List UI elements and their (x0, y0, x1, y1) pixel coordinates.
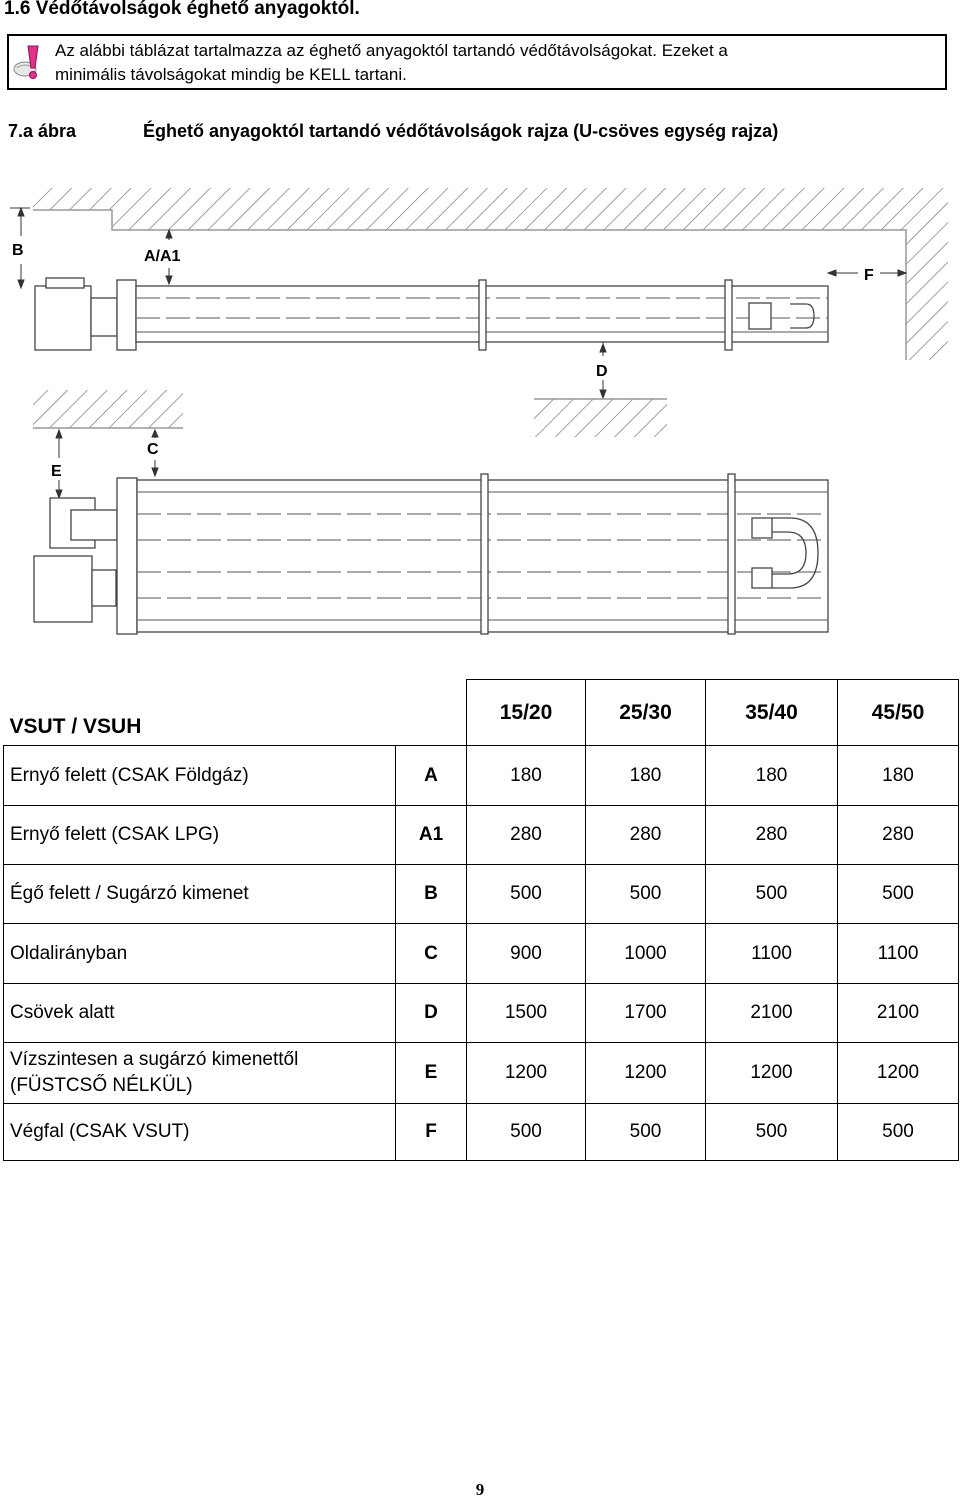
cell-value: 1200 (467, 1043, 586, 1104)
cell-value: 2100 (706, 984, 838, 1043)
cell-value: 500 (838, 865, 959, 924)
page-number: 9 (475, 1480, 485, 1499)
row-label: Ernyő felett (CSAK LPG) (4, 806, 396, 865)
cell-value: 500 (586, 1104, 706, 1161)
row-code: F (396, 1104, 467, 1161)
figure-caption: Éghető anyagoktól tartandó védőtávolságok rajza (U-csöves egység rajza) (143, 121, 779, 141)
table-row (4, 1043, 959, 1104)
row-label: Ernyő felett (CSAK Földgáz) (4, 746, 396, 806)
label-f: F (864, 267, 874, 284)
table-header-row (4, 680, 959, 746)
table-row (4, 924, 959, 984)
cell-value: 280 (706, 806, 838, 865)
warning-exclamation-icon (11, 42, 49, 82)
column-header: 25/30 (586, 680, 706, 746)
cell-value: 500 (838, 1104, 959, 1161)
row-code: A1 (396, 806, 467, 865)
model-label: VSUT / VSUH (9, 715, 142, 738)
label-c: C (147, 441, 159, 458)
cell-value: 1700 (586, 984, 706, 1043)
figure-number: 7.a ábra (8, 121, 77, 141)
cell-value: 180 (838, 746, 959, 806)
section-heading: 1.6 Védőtávolságok éghető anyagoktól. (4, 0, 360, 19)
row-label: Csövek alatt (4, 984, 396, 1043)
cell-value: 1000 (586, 924, 706, 984)
cell-value: 280 (586, 806, 706, 865)
row-code: C (396, 924, 467, 984)
column-header: 15/20 (467, 680, 586, 746)
label-d: D (596, 363, 608, 380)
cell-value: 180 (467, 746, 586, 806)
cell-value: 500 (706, 1104, 838, 1161)
row-label-line-2: (FÜSTCSŐ NÉLKÜL) (10, 1075, 193, 1096)
label-b: B (12, 242, 24, 259)
cell-value: 1200 (706, 1043, 838, 1104)
heater-unit-bottom (34, 474, 828, 634)
table-row (4, 984, 959, 1043)
cell-value: 1500 (467, 984, 586, 1043)
distance-table (3, 679, 959, 1161)
cell-value: 180 (706, 746, 838, 806)
label-e: E (51, 463, 62, 480)
cell-value: 1200 (838, 1043, 959, 1104)
cell-value: 500 (586, 865, 706, 924)
column-header: 35/40 (706, 680, 838, 746)
cell-value: 900 (467, 924, 586, 984)
table-row (4, 746, 959, 806)
row-code: E (396, 1043, 467, 1104)
column-header: 45/50 (838, 680, 959, 746)
row-code: A (396, 746, 467, 806)
row-code: B (396, 865, 467, 924)
cell-value: 2100 (838, 984, 959, 1043)
note-line-2: minimális távolságokat mindig be KELL tartani. (55, 65, 407, 84)
note-line-1: Az alábbi táblázat tartalmazza az éghető anyagoktól tartandó védőtávolságokat. Ezeket a (55, 41, 728, 60)
side-wall-hatch (33, 390, 183, 428)
table-row (4, 1104, 959, 1161)
cell-value: 280 (467, 806, 586, 865)
row-label: Égő felett / Sugárzó kimenet (4, 865, 396, 924)
cell-value: 1100 (838, 924, 959, 984)
table-row (4, 865, 959, 924)
cell-value: 500 (467, 865, 586, 924)
row-label-line-1: Vízszintesen a sugárzó kimenettől (10, 1049, 299, 1070)
cell-value: 1200 (586, 1043, 706, 1104)
cell-value: 500 (706, 865, 838, 924)
row-label: Oldalirányban (4, 924, 396, 984)
cell-value: 180 (586, 746, 706, 806)
row-label (4, 1043, 396, 1104)
row-label: Végfal (CSAK VSUT) (4, 1104, 396, 1161)
header-gap (396, 680, 467, 746)
cell-value: 500 (467, 1104, 586, 1161)
row-code: D (396, 984, 467, 1043)
cell-value: 280 (838, 806, 959, 865)
floor-hatch-d (534, 399, 667, 437)
table-row (4, 806, 959, 865)
cell-value: 1100 (706, 924, 838, 984)
label-a: A/A1 (144, 248, 181, 265)
warning-note (7, 34, 947, 90)
note-text (55, 39, 935, 87)
heater-unit-top (35, 278, 828, 350)
clearance-drawing (0, 180, 960, 650)
